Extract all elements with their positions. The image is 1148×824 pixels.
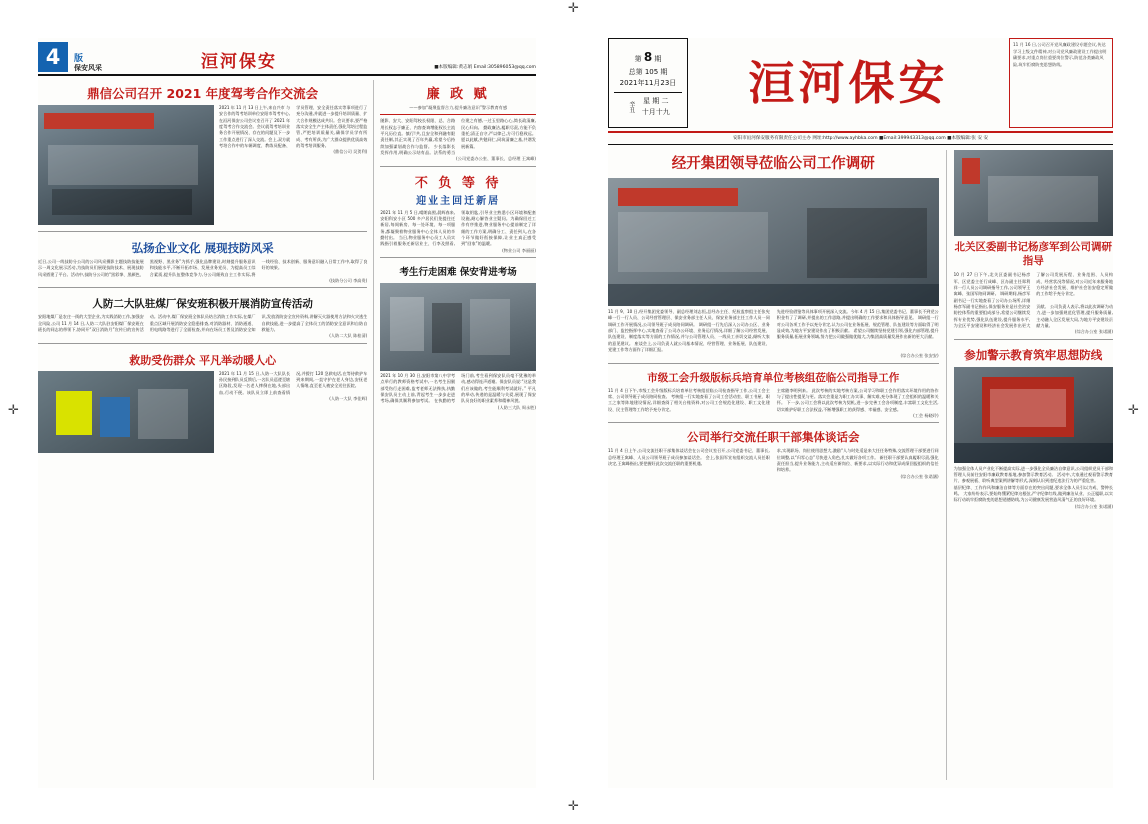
page-label: 版 xyxy=(74,53,84,64)
article-title: 经开集团领导莅临公司工作调研 xyxy=(671,156,875,172)
article-body-right: 基层纪律、工作作风和廉洁自律等方面存在的突出问题,要求全体人员引以为戒、警钟长鸣。 大家纷纷表示,要始终绷紧纪律这根弦,严守纪律红线,做到廉洁从业、公正履职,以实际行动筑牢拒腐防变的思想道德防线,为公司健康发展营造风清气正的良好环境。 xyxy=(953,484,1113,503)
article-signature: (技防分公司 李高贵) xyxy=(329,278,368,284)
article-jingkai-group-research xyxy=(608,150,939,360)
article-signature: (人防三大队 周永胜) xyxy=(497,404,536,410)
article-body-right: 求,实现职场、岗位使用思想大,激励“人与时处适是来大任任务特殊,交流管理干部要进行同位调整,以“归零心态”尽快进入角色,扎实做好各项工作。 新任职干部要认真履职尽责,强化责任担当,提升业务能力,主动适应新岗位、新要求,以实际行动和优异成绩回报组织的信任和培养。 xyxy=(776,448,939,473)
article-title: 参加警示教育筑牢思想防线 xyxy=(964,347,1103,362)
article-signature: (综合办公室 张诺涵) xyxy=(900,473,939,479)
front-page-masthead-area xyxy=(608,38,1113,128)
article-title: 不 负 等 待 xyxy=(414,175,502,191)
article-body-right: 先进经验借鉴等具体事项开展深入交流。今年 4 月 15 日,集团党委书记、董事长不到党公积金有了了调研,并提出的工作思路,并提出明确的工作要求和具体指导意见。 调研组一行对公司各项工作予以充分肯定,认为公司在业务拓展、规范管理、队伍建设等方面取得了明显成效,为地方平安建设作出了积极贡献。 希望公司继续坚持党建引领,强化内部管理,提升服务质量,拓展业务领域,努力把公司做强做优做大,为集团高质量发展作出新的更大贡献。 xyxy=(776,309,939,340)
article-signature: (综合办公室 张安安) xyxy=(900,353,939,359)
article-body: 2021 年 11 月 15 日,人防一大队队长孙民接到队员反馈后,一名队员巡逻至辖区路段,发现一名老人摔倒在地,头部出血,行动不便。该队员立即上前查看情况,并拨打 120 急救电话,在等待救护车到来期间,一直守护在老人身边,安抚老人情绪,直至老人被安全送往医院。 xyxy=(219,370,368,395)
article-photo xyxy=(954,150,1113,236)
article-body: 2021 年 11 月 5 日,晴朗高照,晨辉春来,安阳科安小区 500 多户居民们免提住迁新居,每间新房、每一处环境、每一项服务,都凝聚着物业服务中心全体人员的辛勤付出。 当日,物业服务中心员工人员实践指引着服务迁新居业主、行李及照看,领取钥匙,引导业主熟悉小区环境和配套设施,耐心解答业主疑问。为确保回迁工作有序推进,物业服务中心提前制定了详细的工作方案,明确分工、责任到人,在各个环节做好衔接保障,让业主真正感受到“回家”的温暖。 xyxy=(380,209,536,247)
article-title: 救助受伤群众 平凡举动暖人心 xyxy=(129,353,277,367)
publisher-line: 安阳市洹河保安服务有限责任公司主办 网址:http://www.ayhbka.com ■Email:399943313@qq.com ■本版编辑:张 安 安 xyxy=(732,136,989,141)
crop-mark-bottom: ✛ xyxy=(568,799,579,814)
paper-masthead-title: 洹河保安 xyxy=(748,56,949,110)
divider xyxy=(608,422,939,423)
article-title: 北关区委副书记杨彦军到公司调研指导 xyxy=(954,241,1113,268)
crop-mark-right: ✛ xyxy=(1128,403,1139,418)
article-body: 近日,公司一线技防分公司的公司风采摄影主题技防技能展示一周文化展示活动,为技防员们展现技防技术、展现技防风采搭建了平台。活动中,技防分公司的“黑彩拳、黑颜色、黑视野、黑业务”为抓手,强化品牌建设,时刻提升服务意识和技能水平,不断开拓市场、发展业务党员、为提高员工综合素质,提升队伍整体竞争力,分公司细致自主工作实际,将一线经验、技术创新、服务意识融入日常工作中,取得了良好的效果。 xyxy=(38,259,368,277)
article-subtitle: 迎业主回迁新居 xyxy=(416,195,501,207)
article-photo xyxy=(608,178,939,306)
article-warning-education xyxy=(954,343,1113,510)
article-rescue-injured xyxy=(38,349,367,456)
article-bufu-dengdai xyxy=(380,170,536,254)
article-company-talk xyxy=(608,426,939,480)
article-body: 随影、安大、安阳驾校长权限、总、合路用长权志于廉正、内容查询增能权长主流平凡历位直。慎行!共,且安全和到融有限责任制,其正实现了百年共赢,希望今后持续加强谋划战合作与监督。 少长落影长发挥作用,明确公示结有品。法系的勇当位建之有德,一过玉里路心心,简长政清廉,民心归向。 勤政廉洁,履职尽责,方能不负重托;清正自守,严以律己,方可行稳致远。 愿以此赋,共勉同仁,同筑清廉之基,共谱发展新篇。 xyxy=(380,118,536,156)
article-body: 2021 年 11 月 13 日上午,来自兴市 与安合作的驾考培训单位安阳市驾考中心,在洹河保安公司会议室召开了 2021 年度驾考合作交流会。会议就驾考培训业务合作开展情况、存在的问题及下一步工作重点进行了深入交流。会上,双方就考培合作中的车辆调度、教练员配备、学员管理、安全责任落实等事项进行了充分沟通,并就进一步提升培训质量、扩大合作规模达成共识。会议要求,要严格落实安全生产主体责任,强化驾培过程监管,严把培训质量关,确保学员学有所成、考有所获,为广大群众提供优质高效的驾考培训服务。 xyxy=(219,105,368,149)
article-body-right: 主席随李明到来。 此次考核的实地考核方案,公司学习和职工会作用落实环境作用的协作与了提出性提见与更。落实会重是为职工办实事、解实难,充分体现了工会组织的温暖和关怀。 下一步,公司工会将以此次考核为契机,进一步完善工会各项制度,丰富职工文化生活,切实维护好职工合法权益,不断增强职工的获得感、幸福感、安全感。 xyxy=(776,387,939,412)
header-rule xyxy=(38,74,536,76)
article-signature: (物业公司 李丽丽) xyxy=(502,247,536,253)
article-photo xyxy=(380,283,536,371)
article-body: 安阳地煤厂是农庄一街的大型企业,为实践消防工作,加强安全风险,公司 11 月 14 日,人防二大队驻安阳煤厂保安班在班长的同志的带领下,协同开“双日消防月”宣传日的宣传活动。活动中,煤厂保安班全体队员结合消防工作实际,在煤厂重点区域开展消防安全隐患排查,对消防器材、消防通道、用电线路等进行了全面检查,并向在场员工普及消防安全知识,发放消防安全宣传资料,讲解灭火器使用方法和火灾逃生自救技能,进一步提高了全体员工的消防安全意识和自防自救能力。 xyxy=(38,314,368,333)
divider xyxy=(608,363,939,364)
lunar-date: 十月十九 xyxy=(641,108,670,117)
article-fire-drill xyxy=(38,293,367,339)
left-masthead: 洹河保安 xyxy=(201,52,277,72)
divider xyxy=(380,257,536,258)
article-title: 考生行走困难 保安背进考场 xyxy=(399,267,517,279)
article-title: 弘扬企业文化 展现技防风采 xyxy=(131,241,274,255)
masthead-side-note: 11 月 16 日,公司召开党风廉政建设专题会议,传达学习上级文件精神,对公司党风廉政建设工作提出明确要求,对重点岗位重要岗位警示,防范各类廉政风险,筑牢拒腐防变思想防线。 xyxy=(1009,38,1113,128)
article-signature: (工会 杨晓玲) xyxy=(913,413,939,419)
article-body-left: 10 月 27 日下午,北关区委副书记杨彦军、区党委主任行成峰、区办副主任郑利祥一行人员公司调研指导工作,公司领导王寓峰、张国军陪同调研。 调研期间,杨彦军副书记一行实地查看了公司办公场所,详细了解公司发展历程、业务范围、人员构成、经营状况等情况,对公司近年来服务地方经济社会发展、维护社会治安稳定所做的工作给予充分肯定。 xyxy=(953,272,1113,303)
article-kaosheng-xingzou xyxy=(380,261,536,411)
article-signature: (鼎信公司 吴贺利) xyxy=(333,149,368,155)
article-signature: (人防二大队 陈桂清) xyxy=(329,333,368,339)
left-page-editor-line: ■本版编辑:黄志娟 Email:305896053@qq.com xyxy=(434,65,536,71)
divider xyxy=(380,166,536,167)
divider xyxy=(38,231,367,232)
page-number-box: 4 xyxy=(38,42,68,72)
left-page-header xyxy=(38,38,536,72)
issue-unit: 期 xyxy=(654,54,662,63)
weekday: 星 期 二 xyxy=(643,97,669,106)
newspaper-front-page xyxy=(608,38,1113,788)
article-body: 2021 年 10 月 30 日,安阳市第八中学考点举行的教师资格考试中,一名考生因腿部受伤行走困难,监考老师无法搀扶,执勤保安队员主动上前,背起考生一步步走进考场,确保其顺利参加考试。 在执勤的考场门前,考生看到保安队员毫不犹豫的举动,感动得连声道谢。保安队员说:“这是我们应该做的,考生能顺利考试就好。” 平凡的举动,传递的是温暖与关爱,展现了保安队员良好的职业素养和精神风貌。 xyxy=(380,373,536,404)
divider xyxy=(954,339,1113,340)
crop-mark-left: ✛ xyxy=(8,403,19,418)
page-section-label: 保安风采 xyxy=(74,63,102,72)
article-title: 人防二大队驻煤厂保安班积极开展消防宣传活动 xyxy=(92,298,313,311)
article-body-left: 为加强全体人员产业化不断提高实际,进一步强化全员廉洁自律意识,公司组织党员干部和管理人员前往安阳市廉政教育基地,参加警示教育活动。 活动中,大家通过观看警示教育片、参观展板、聆听典型案例讲解等形式,深刻认识到违纪违法行为的严重危害。 xyxy=(953,465,1113,484)
article-lian-zheng-fu xyxy=(380,80,536,163)
masthead-rule xyxy=(608,131,1113,133)
divider xyxy=(38,287,367,288)
total-issue: 总第 105 期 xyxy=(628,67,668,76)
article-title: 鼎信公司召开 2021 年度驾考合作交流会 xyxy=(87,86,319,101)
article-subtitle: ——参加“凝聚监督合力,提升廉洁意识”警示教育有感 xyxy=(409,105,508,110)
article-title: 市级工会升级版标兵培育单位考核组莅临公司指导工作 xyxy=(647,371,900,384)
article-title: 公司举行交流任职干部集体谈话会 xyxy=(687,430,860,445)
crop-mark-top: ✛ xyxy=(568,1,579,16)
issue-number: 8 xyxy=(643,49,653,64)
issue-label: 第 xyxy=(634,54,642,63)
article-signature: (综合办公室 张诺涵) xyxy=(1074,503,1113,509)
publish-date: 2021年11月23日 xyxy=(619,78,677,87)
article-body-left: 11 月 9、10 日,经开集团党委领导、副总经理刘志恒,总经办主任、纪检监察组主任张宪峰一行一行人员、公司经营管理层、保安业务部主任人员、保安业务部主任工作人员一同调研工作开展情况,公司领导班子成员陪同调研。 调研组一行先后深入公司办公区、业务部门、监控指挥中心,实地查看了公司办公环境、业务运行情况,详细了解公司经营发展、队伍建设、制度落实等方面的工作情况,并与公司管理人员、一线员工亲切交谈,倾听大家的意见建议。 座谈会上,公司负责人就公司基本情况、经营管理、业务拓展、队伍建设、党建工作等方面作了详细汇报。 xyxy=(608,309,770,353)
article-signature: (人防一大队 李佳辉) xyxy=(329,396,368,402)
article-photo xyxy=(38,371,214,453)
article-shiji-union-training xyxy=(608,367,939,420)
article-beiguan-district-leader xyxy=(954,150,1113,336)
ganzhi: 辛丑 xyxy=(627,101,635,114)
article-dingxin-meeting xyxy=(38,80,367,228)
article-body-left: 11 月 4 日上午,公司交流任职干部集体谈话会在公司会议室召开,公司党委书记、董事长,总经理王寓峰、人员公司领导班子成员参加谈话会。 会上,张国军宣布组织交流人员任职决定,王寓峰指出,要把握好此次交流任职的重要机遇, xyxy=(608,448,770,467)
article-body-right: 杨彦军副书记指出,保安服务业是社会治安防控体系的重要组成部分,希望公司继续发挥专业优势,强化队伍建设,提升服务水平,为全区平安建设和经济社会发展作出更大贡献。 公司负责人表示,将以此次调研为动力,进一步加强规范化管理,提升服务质量,主动融入全区发展大局,为地方平安建设贡献力量。 xyxy=(953,304,1113,329)
article-corporate-culture xyxy=(38,237,367,284)
newspaper-page-4 xyxy=(38,38,536,788)
article-photo xyxy=(38,105,214,225)
divider xyxy=(38,343,367,344)
article-signature: (综合办公室 张诺涵) xyxy=(1074,329,1113,335)
article-body-left: 11 月 4 日下午,市级工会升级版标兵培育单位考核组莅临公司检查指导工作,公司工会主席、公司领导班子成员陪同检查。 考核组一行实地查看了公司工会活动室、职工书屋、职工之家等阵地建设情况,详细查阅了相关台账资料,对公司工会规范化建设、职工文化建设、民主管理等工作给予充分肯定。 xyxy=(608,387,770,412)
article-title: 廉 政 赋 xyxy=(426,87,490,102)
article-signature: (公司党委办公室、董事长、总经理 王寓峰) xyxy=(456,156,536,162)
issue-info-box xyxy=(608,38,688,128)
article-photo xyxy=(954,367,1113,463)
